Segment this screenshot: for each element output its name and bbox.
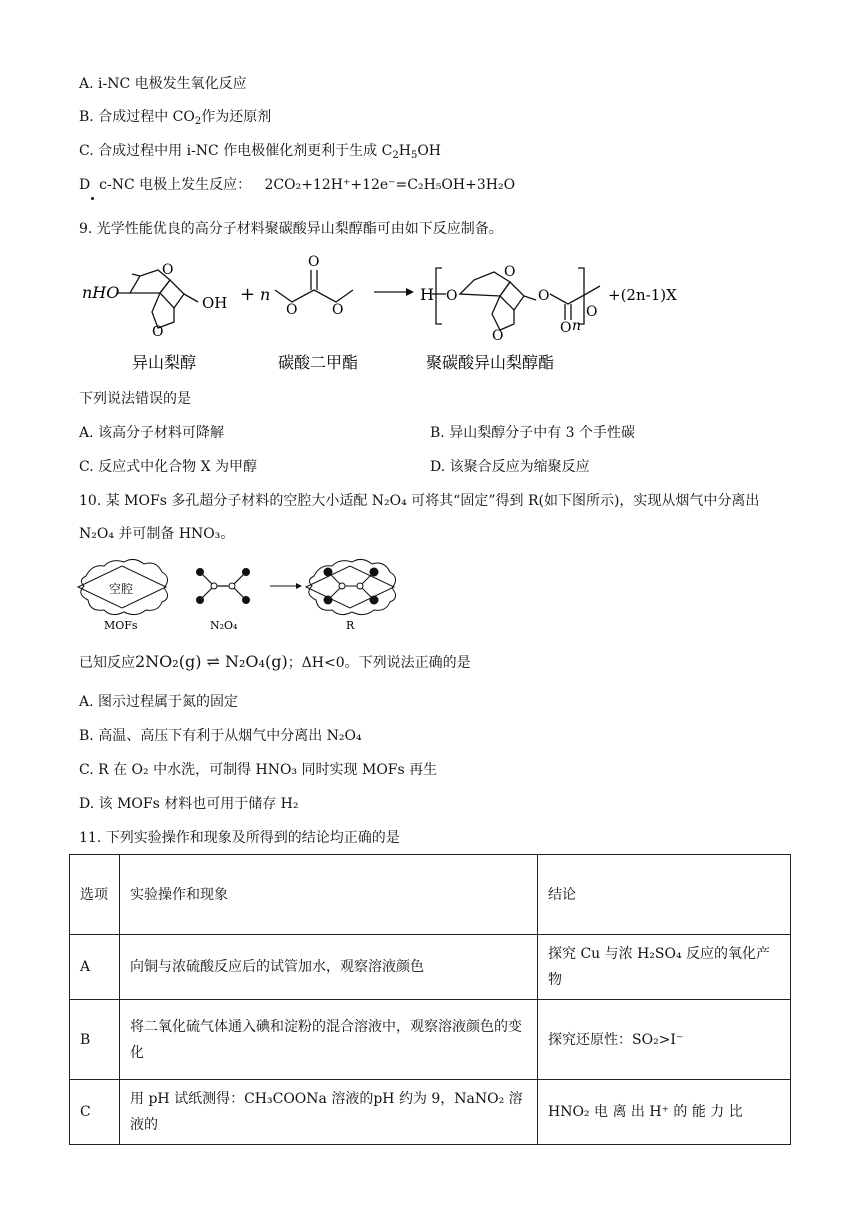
label-isosorbide: 异山梨醇: [132, 353, 197, 372]
q8-option-d: D c-NC 电极上发生反应： 2CO₂+12H⁺+12e⁻=C₂H₅OH+3H₂O: [79, 177, 516, 193]
dot-mark: [91, 197, 94, 200]
q8-option-c: C. 合成过程中用 i-NC 作电极催化剂更利于生成 $C_2H_5OH$: [79, 143, 442, 161]
q10-known-reaction: 已知反应2NO₂(g) ⇌ N₂O₄(g)；ΔH<0。下列说法正确的是: [79, 652, 471, 671]
plus-sign: +: [240, 284, 256, 305]
atom-o: O: [332, 302, 344, 318]
product-h: H: [420, 285, 434, 304]
q9-option-d: D. 该聚合反应为缩聚反应: [430, 459, 590, 475]
row-operation: 将二氧化硫气体通入碘和淀粉的混合溶液中，观察溶液颜色的变化: [120, 1000, 538, 1080]
q10-option-b: B. 高温、高压下有利于从烟气中分离出 N₂O₄: [79, 728, 362, 744]
row-conclusion: 探究 Cu 与浓 H₂SO₄ 反应的氧化产物: [538, 935, 791, 1000]
reactant2-prefix: n: [260, 285, 271, 304]
mofs-label: MOFs: [104, 619, 138, 632]
header-option: 选项: [70, 855, 120, 935]
header-conclusion: 结论: [538, 855, 791, 935]
r-label: R: [346, 619, 355, 632]
row-conclusion: 探究还原性：SO₂>I⁻: [538, 1000, 791, 1080]
header-operation: 实验操作和现象: [120, 855, 538, 935]
table-row: [70, 1000, 791, 1080]
atom-o: O: [162, 262, 174, 278]
table-row: [70, 935, 791, 1000]
q9-option-a: A. 该高分子材料可降解: [79, 425, 225, 441]
q9-reaction-scheme: [70, 250, 790, 380]
atom-o: O: [446, 288, 458, 304]
table-header-row: [70, 855, 791, 935]
atom-o: O: [504, 264, 516, 280]
q11-stem: 11. 下列实验操作和现象及所得到的结论均正确的是: [79, 830, 400, 846]
q9-stem: 9. 光学性能优良的高分子材料聚碳酸异山梨醇酯可由如下反应制备。: [79, 221, 503, 237]
q9-question: 下列说法错误的是: [79, 391, 191, 407]
table-row: [70, 1080, 791, 1145]
atom-o: O: [538, 288, 550, 304]
row-operation: 用 pH 试纸测得：CH₃COONa 溶液的pH 约为 9，NaNO₂ 溶液的: [120, 1080, 538, 1145]
atom-o: O: [286, 302, 298, 318]
row-operation: 向铜与浓硫酸反应后的试管加水，观察溶液颜色: [120, 935, 538, 1000]
q9-option-b: B. 异山梨醇分子中有 3 个手性碳: [430, 425, 635, 441]
product-repeat-n: n: [572, 318, 582, 334]
row-option: B: [70, 1000, 120, 1080]
label-dimethyl-carbonate: 碳酸二甲酯: [278, 353, 359, 372]
atom-o: O: [152, 324, 164, 340]
n2o4-label: N₂O₄: [210, 619, 238, 632]
atom-o: O: [308, 254, 320, 270]
q10-option-a: A. 图示过程属于氮的固定: [79, 694, 239, 710]
row-option: A: [70, 935, 120, 1000]
q10-option-c: C. R 在 O₂ 中水洗，可制得 HNO₃ 同时实现 MOFs 再生: [79, 762, 438, 778]
q10-stem-line1: 10. 某 MOFs 多孔超分子材料的空腔大小适配 N₂O₄ 可将其“固定”得到 R(如下图所示)，实现从烟气中分离出: [79, 493, 760, 509]
cavity-label: 空腔: [109, 582, 134, 596]
q8-option-b: B. 合成过程中 $CO_2$作为还原剂: [79, 109, 272, 127]
q10-figure: [74, 556, 434, 632]
q10-stem-line2: N₂O₄ 并可制备 HNO₃。: [79, 526, 235, 542]
label-polycarbonate: 聚碳酸异山梨醇酯: [426, 353, 555, 372]
experiment-table: [69, 854, 791, 1145]
atom-o: O: [586, 304, 598, 320]
atom-o: O: [492, 328, 504, 344]
row-conclusion: HNO₂ 电 离 出 H⁺ 的 能 力 比: [538, 1080, 791, 1145]
reactant1-prefix: nHO: [82, 283, 120, 302]
row-option: C: [70, 1080, 120, 1145]
q10-option-d: D. 该 MOFs 材料也可用于储存 H₂: [79, 796, 299, 812]
reactant1-oh: OH: [202, 294, 228, 312]
q9-option-c: C. 反应式中化合物 X 为甲醇: [79, 459, 257, 475]
q8-option-a: A. i-NC 电极发生氧化反应: [79, 76, 247, 92]
atom-o: O: [560, 320, 572, 336]
byproduct: +(2n-1)X: [608, 286, 677, 304]
